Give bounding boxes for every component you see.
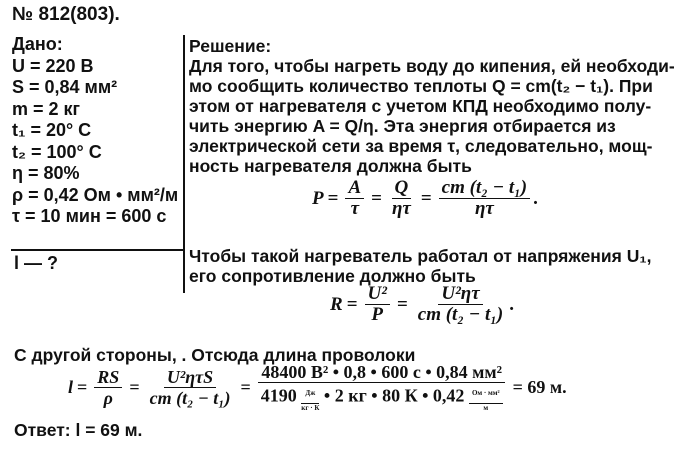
find-label: l — ? — [14, 253, 58, 273]
solution-paragraph-2: Чтобы такой нагреватель работал от напряжения U₁, его сопротивление должно быть — [189, 246, 652, 286]
given-line: η = 80% — [12, 163, 80, 183]
given-block — [12, 34, 178, 228]
given-line: t₁ = 20° С — [12, 120, 92, 140]
solution-heading: Решение: — [189, 36, 272, 56]
solution-paragraph-1: Для того, чтобы нагреть воду до кипения, ей необходи- мо сообщить количество теплоты Q = cm(t₂ − t₁). При этом от нагревателя с учетом КПД необходимо полу- чить энергию A = Q/η. Эта энергия отбирается из электрической сети за время τ, следовательно, мощ- ность нагревателя должна быть — [189, 56, 675, 176]
given-line: t₂ = 100° С — [12, 141, 102, 162]
problem-number: № 812(803). — [12, 4, 120, 25]
given-divider — [11, 249, 183, 251]
column-divider — [183, 35, 185, 293]
given-line: m = 2 кг — [12, 98, 81, 119]
answer: Ответ: l = 69 м. — [14, 420, 143, 440]
given-line: S = 0,84 мм² — [12, 77, 118, 97]
given-line: ρ = 0,42 Ом • мм²/м — [12, 184, 179, 205]
given-line: U = 220 В — [12, 55, 94, 76]
power-formula: P = $\frac{A}{\tau}$ = $\frac{Q}{\eta\tau}$ = $\frac{\text{cm (t₂ − t₁)}}{\eta\tau}$ . — [312, 177, 538, 219]
given-line: τ = 10 мин = 600 с — [12, 206, 167, 226]
resistance-formula: R = $\frac{\text{U²}}{P}$ = $\frac{\text{U²ητ}}{\text{cm (t₂ − t₁)}}$ . — [330, 283, 514, 325]
given-heading: Дано: — [12, 34, 63, 54]
length-formula: l = $\frac{RS}{\rho}$ = $\frac{\text{U²ητS}}{\text{cm (t₂ − t₁)}}$ = 48400 В² • 0,8 • 600 с • 0,84 мм² 4190 Дж кг · К • 2 кг • 80 К • 0,42 Ом · мм² м = 69 м. — [68, 362, 567, 412]
solution-paragraph-3: С другой стороны, . Отсюда длина проволоки — [14, 345, 416, 365]
